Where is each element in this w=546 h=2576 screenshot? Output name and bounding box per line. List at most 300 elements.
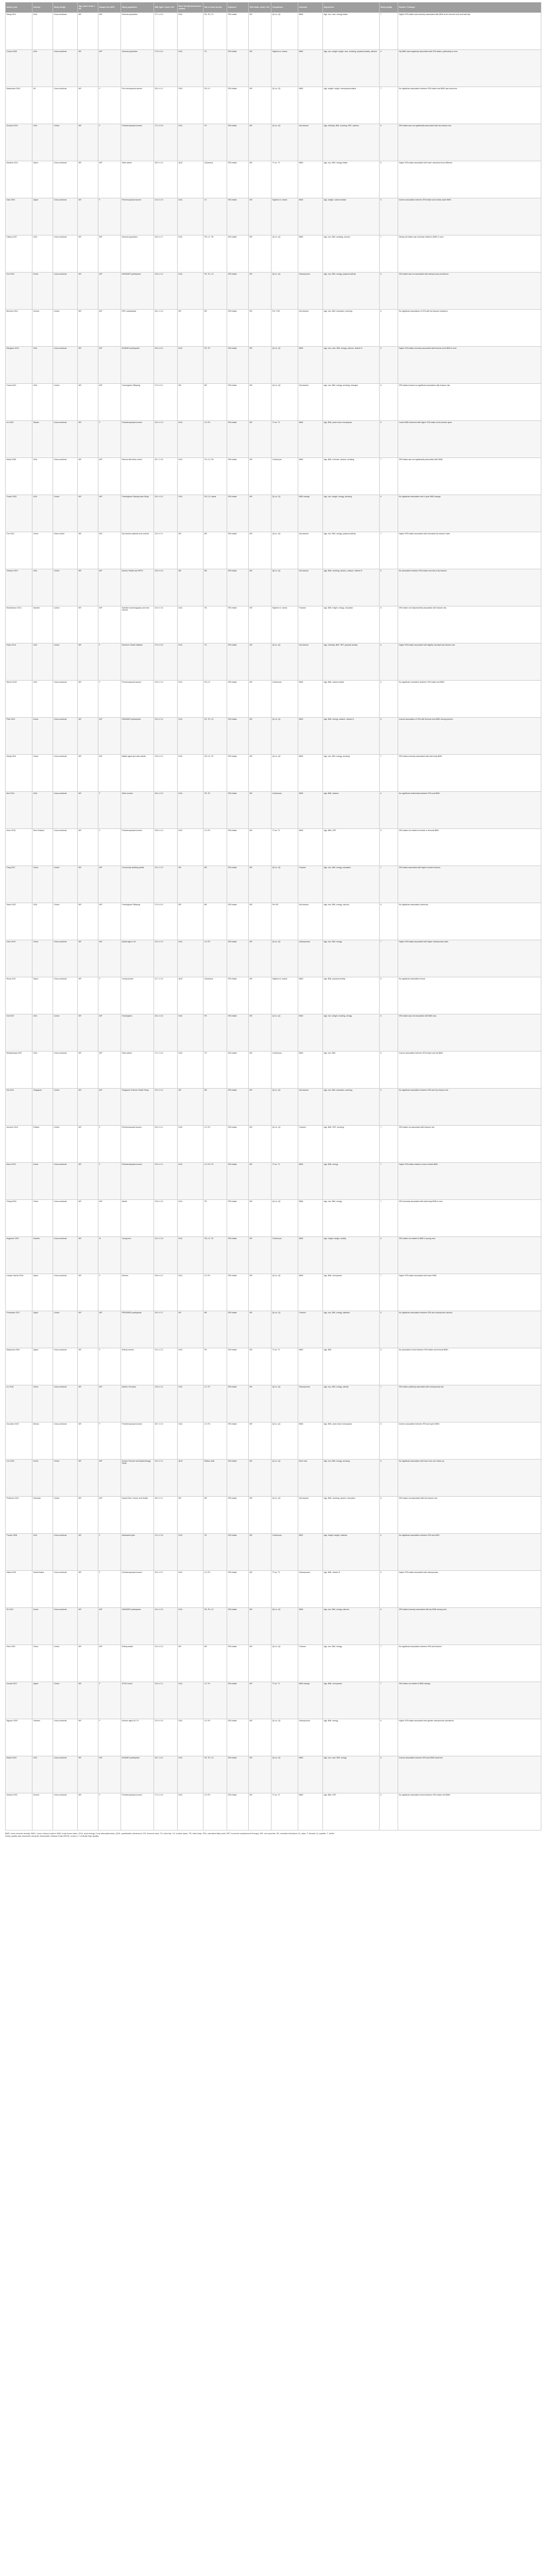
table-cell: Zalloua 2007: [6, 235, 32, 273]
table-cell: 23.2 ± 2.8: [154, 1237, 178, 1274]
table-cell: NR: [78, 977, 98, 1014]
table-cell: Alissa 2015: [6, 1571, 32, 1608]
table-cell: No association found between SFA intake and femoral BMD.: [398, 1348, 541, 1385]
table-row: [6, 792, 541, 829]
table-cell: 27.8 ± 5.0: [154, 903, 178, 940]
table-cell: NR: [249, 310, 271, 347]
table-cell: Dietary fat intake was inversely related to BMD in men.: [398, 235, 541, 273]
table-cell: TB, LS, TH: [203, 1237, 227, 1274]
header-row: [6, 3, 541, 13]
table-cell: 8: [380, 124, 398, 161]
table-cell: Inverse association between SFA intake and lumbar spine BMD.: [398, 198, 541, 235]
table-cell: Spain: [32, 161, 53, 198]
table-cell: Age, weight, calcium intake: [323, 198, 380, 235]
table-cell: M/F: [98, 495, 121, 532]
table-cell: 27.8 ± 5.4: [154, 50, 178, 87]
table-cell: Sahni 2013: [6, 903, 32, 940]
table-cell: Cohort: [53, 606, 78, 643]
table-cell: SFA intake: [227, 458, 249, 495]
table-cell: 6: [380, 977, 398, 1014]
table-cell: Cohort: [53, 1126, 78, 1163]
table-cell: 27.9 ± 5.1: [154, 384, 178, 421]
table-cell: USA: [32, 643, 53, 681]
table-cell: SFA intake: [227, 1274, 249, 1311]
table-cell: SFA intake: [227, 1534, 249, 1571]
table-cell: Age, height, weight, maturity: [323, 1534, 380, 1571]
table-cell: NR: [249, 1608, 271, 1645]
table-row: [6, 1089, 541, 1126]
table-cell: NR: [249, 235, 271, 273]
table-cell: SFA intake: [227, 1089, 249, 1126]
table-cell: LS, TH: [203, 1385, 227, 1422]
table-cell: Cohort: [53, 1645, 78, 1682]
table-cell: NR: [249, 1311, 271, 1348]
table-cell: NR: [78, 1497, 98, 1534]
table-row: [6, 903, 541, 940]
table-cell: No significant association with 4-year BMD change.: [398, 495, 541, 532]
table-cell: NR: [78, 532, 98, 569]
table-cell: NR: [203, 310, 227, 347]
table-row: [6, 421, 541, 458]
table-row: [6, 347, 541, 384]
table-cell: NR: [249, 1089, 271, 1126]
table-row: [6, 273, 541, 310]
table-cell: Q4 vs. Q1: [271, 347, 298, 384]
table-cell: 6: [380, 792, 398, 829]
table-cell: Age, BMI: [323, 1348, 380, 1385]
table-cell: 7: [380, 940, 398, 977]
table-cell: NHANES participants: [121, 347, 154, 384]
table-cell: T3 vs. T1: [271, 1571, 298, 1608]
table-cell: Adults: [121, 1200, 154, 1237]
table-cell: Cross-sectional: [53, 13, 78, 50]
table-cell: BMD: [298, 1756, 323, 1793]
table-row: [6, 1052, 541, 1089]
table-cell: DXA: [178, 718, 203, 755]
table-cell: T3 vs. T1: [271, 1163, 298, 1200]
table-cell: BMD: [298, 87, 323, 124]
table-cell: Osteoporosis: [298, 1719, 323, 1756]
table-cell: F: [98, 977, 121, 1014]
table-cell: NR: [178, 866, 203, 903]
table-cell: Hip fracture: [298, 643, 323, 681]
table-cell: FN, TH, LS: [203, 718, 227, 755]
table-cell: Cross-sectional: [53, 1422, 78, 1460]
table-cell: Saudi Arabia: [32, 1571, 53, 1608]
table-cell: No significant association observed.: [398, 903, 541, 940]
table-cell: M/F: [98, 1200, 121, 1237]
table-cell: NR: [78, 273, 98, 310]
table-cell: 24.0 ± 3.3: [154, 940, 178, 977]
table-cell: USA: [32, 384, 53, 421]
table-cell: SFA intake was not significantly associated with hip fracture risk.: [398, 124, 541, 161]
table-cell: Postmenopausal women: [121, 1422, 154, 1460]
column-header: Results / Findings: [398, 3, 541, 13]
table-cell: BMD: [298, 161, 323, 198]
table-row: [6, 1200, 541, 1237]
table-cell: NR: [78, 1534, 98, 1571]
table-cell: Lee 2020: [6, 1460, 32, 1497]
table-cell: Orchard 2010: [6, 124, 32, 161]
table-cell: 21.3 ± 3.6: [154, 1534, 178, 1571]
table-cell: Q4 vs. Q1: [271, 87, 298, 124]
table-cell: USA: [32, 1756, 53, 1793]
table-cell: 26.2 ± 4.1: [154, 1126, 178, 1163]
table-cell: 6: [380, 829, 398, 866]
table-cell: FN, TH, LS: [203, 1756, 227, 1793]
table-cell: NR: [78, 792, 98, 829]
table-cell: 8: [380, 495, 398, 532]
table-cell: Framingham: [121, 1014, 154, 1052]
table-cell: Greece: [32, 1793, 53, 1831]
table-cell: M/F: [98, 161, 121, 198]
table-cell: SFA inversely associated with total body BMD in men.: [398, 1200, 541, 1237]
table-cell: Higher SFA intake related to lower lumbar BMD.: [398, 1163, 541, 1200]
table-cell: NR: [249, 1793, 271, 1831]
table-cell: TB: [203, 1200, 227, 1237]
table-cell: NR: [78, 235, 98, 273]
table-cell: USA: [32, 1014, 53, 1052]
column-header: Adjustment: [323, 3, 380, 13]
table-cell: NR: [249, 347, 271, 384]
table-cell: SFA intake showed no significant association with fracture risk.: [398, 384, 541, 421]
table-cell: DXA: [178, 940, 203, 977]
table-cell: Cohort: [53, 124, 78, 161]
table-cell: Q4 vs. Q1: [271, 866, 298, 903]
table-cell: NR: [249, 681, 271, 718]
table-cell: TH: [203, 124, 227, 161]
table-cell: Korea: [32, 1163, 53, 1200]
table-cell: SFA intake positively associated with osteoporosis risk.: [398, 1385, 541, 1422]
table-cell: M/F: [98, 458, 121, 495]
table-cell: Q4 vs. Q1: [271, 1608, 298, 1645]
table-cell: DXA: [178, 87, 203, 124]
table-cell: DXA: [178, 643, 203, 681]
table-cell: M/F: [98, 310, 121, 347]
table-row: [6, 1534, 541, 1571]
table-cell: Age, BMI, energy: [323, 1163, 380, 1200]
table-cell: Age, sex, race, BMI, energy: [323, 1756, 380, 1793]
table-cell: Cohort: [53, 384, 78, 421]
table-cell: Q4 vs. Q1: [271, 643, 298, 681]
table-cell: Q4 vs. Q1: [271, 1014, 298, 1052]
table-cell: Japan: [32, 198, 53, 235]
table-cell: 6: [380, 421, 398, 458]
table-cell: Nieves 2015: [6, 681, 32, 718]
table-cell: SFA intake inversely associated with total body BMD.: [398, 755, 541, 792]
table-cell: Per 1 SD: [271, 310, 298, 347]
table-cell: Q4 vs. Q1: [271, 384, 298, 421]
table-cell: NR: [249, 718, 271, 755]
table-cell: USA: [32, 1052, 53, 1089]
table-row: [6, 1237, 541, 1274]
table-cell: NR: [78, 1311, 98, 1348]
table-cell: NR: [203, 532, 227, 569]
table-cell: 23.0 ± 3.2: [154, 1089, 178, 1126]
table-cell: M/F: [98, 347, 121, 384]
table-cell: NR: [249, 13, 271, 50]
table-cell: NR: [249, 1237, 271, 1274]
table-cell: NR: [78, 1422, 98, 1460]
table-cell: M/F: [98, 1052, 121, 1089]
table-cell: Q4 vs. Q1: [271, 1719, 298, 1756]
table-cell: Age, BMI, years since menopause: [323, 421, 380, 458]
table-cell: BMD: [298, 681, 323, 718]
table-cell: Cross-sectional: [53, 161, 78, 198]
table-cell: Inverse association between SFA and spine BMD.: [398, 1422, 541, 1460]
table-body: [6, 13, 541, 1831]
table-cell: Fracture: [298, 1645, 323, 1682]
table-cell: SFA intake: [227, 903, 249, 940]
table-cell: SFA intake: [227, 161, 249, 198]
table-cell: Age, sex, BMI, energy: [323, 1645, 380, 1682]
table-row: [6, 1756, 541, 1793]
table-cell: Ilich 2014: [6, 792, 32, 829]
table-cell: SFA intake: [227, 755, 249, 792]
table-cell: NR: [78, 1274, 98, 1311]
table-cell: Gunn 2015: [6, 829, 32, 866]
table-cell: Korea: [32, 273, 53, 310]
table-cell: F: [98, 643, 121, 681]
table-cell: DXA: [178, 681, 203, 718]
table-cell: Liu 2018: [6, 1385, 32, 1422]
table-cell: DXA: [178, 1534, 203, 1571]
table-cell: KNHANES participants: [121, 1608, 154, 1645]
table-cell: 7: [380, 1274, 398, 1311]
table-cell: BMD: [298, 347, 323, 384]
table-cell: Age, BMI, physical activity: [323, 977, 380, 1014]
table-cell: NR: [249, 1571, 271, 1608]
table-cell: SFA intake not related to BMD change.: [398, 1682, 541, 1719]
table-row: [6, 1608, 541, 1645]
table-cell: Postmenopausal women: [121, 421, 154, 458]
table-cell: FN, LS, radius: [203, 495, 227, 532]
table-cell: NR: [78, 310, 98, 347]
table-cell: NR: [78, 643, 98, 681]
table-cell: F: [98, 1719, 121, 1756]
table-cell: 6: [380, 1348, 398, 1385]
table-cell: F: [98, 198, 121, 235]
table-cell: Osteoporosis: [298, 1385, 323, 1422]
table-cell: DXA: [178, 1682, 203, 1719]
table-cell: NR: [249, 1348, 271, 1385]
table-cell: Singapore: [32, 1089, 53, 1126]
table-cell: Cross-sectional: [53, 1756, 78, 1793]
table-cell: No significant association found between SFA intake and BMD.: [398, 1793, 541, 1831]
table-row: [6, 124, 541, 161]
table-cell: Age, BMI, HRT: [323, 1793, 380, 1831]
table-cell: 24.9 ± 3.5: [154, 606, 178, 643]
table-cell: Age, sex, BMI, energy, activity: [323, 1385, 380, 1422]
table-cell: Korea: [32, 718, 53, 755]
table-row: [6, 829, 541, 866]
table-cell: Peri-menopausal women: [121, 87, 154, 124]
table-cell: T3 vs. T1: [271, 1682, 298, 1719]
table-cell: 24.3 ± 3.1: [154, 1460, 178, 1497]
table-cell: BMD: [298, 1163, 323, 1200]
table-cell: 27.4 ± 4.6: [154, 1793, 178, 1831]
table-cell: LS, FN: [203, 421, 227, 458]
table-cell: NR: [78, 1793, 98, 1831]
table-cell: Fan 2013: [6, 532, 32, 569]
table-cell: Cohort: [53, 310, 78, 347]
table-cell: Singapore Chinese Health Study: [121, 1089, 154, 1126]
table-cell: NR: [249, 903, 271, 940]
table-cell: 7: [380, 532, 398, 569]
table-cell: Finland: [32, 1126, 53, 1163]
table-cell: BMD: [298, 13, 323, 50]
table-cell: Cohort: [53, 1682, 78, 1719]
table-cell: Highest vs. lowest: [271, 50, 298, 87]
table-cell: 23.6 ± 3.0: [154, 681, 178, 718]
table-cell: Korea: [32, 1460, 53, 1497]
table-cell: TH, LS, FN: [203, 458, 227, 495]
table-cell: BMD: [298, 1793, 323, 1831]
table-cell: FN, LS, TB: [203, 235, 227, 273]
table-cell: LS, FN, TH: [203, 1163, 227, 1200]
table-cell: DXA: [178, 1422, 203, 1460]
table-cell: NR: [249, 421, 271, 458]
table-cell: M/F: [98, 903, 121, 940]
table-cell: NR: [249, 1126, 271, 1163]
table-cell: NR: [249, 940, 271, 977]
table-cell: 26.5 ± 4.7: [154, 235, 178, 273]
table-cell: Continuous: [271, 458, 298, 495]
table-cell: Framingham Offspring: [121, 903, 154, 940]
table-cell: Inverse association between SFA intake and hip BMD.: [398, 1052, 541, 1089]
table-cell: SFA intake: [227, 718, 249, 755]
table-cell: DXA: [178, 1014, 203, 1052]
table-cell: Zhang 2016: [6, 1200, 32, 1237]
table-cell: NR: [78, 1126, 98, 1163]
table-cell: NR: [178, 1645, 203, 1682]
table-cell: NR: [249, 273, 271, 310]
table-cell: Park 2016: [6, 718, 32, 755]
table-cell: Elderly adults: [121, 1645, 154, 1682]
table-cell: 6: [380, 1534, 398, 1571]
table-cell: 22.9 ± 3.0: [154, 1719, 178, 1756]
table-cell: Nguyen 2020: [6, 1719, 32, 1756]
table-cell: Cross-sectional: [53, 1274, 78, 1311]
table-cell: Age, BMI, calcium intake: [323, 681, 380, 718]
column-header: Sample size (M/F): [98, 3, 121, 13]
table-cell: DXA: [178, 13, 203, 50]
table-cell: Kim 2015: [6, 273, 32, 310]
table-row: [6, 310, 541, 347]
table-cell: SFA intake: [227, 940, 249, 977]
table-cell: Q4 vs. Q1: [271, 124, 298, 161]
table-cell: KNHANES participants: [121, 718, 154, 755]
table-cell: T3 vs. T1: [271, 829, 298, 866]
table-cell: 8: [380, 903, 398, 940]
table-cell: NR: [78, 1608, 98, 1645]
table-cell: F: [98, 1274, 121, 1311]
table-cell: Q4 vs. Q1: [271, 532, 298, 569]
table-cell: 23.9 ± 3.1: [154, 1163, 178, 1200]
table-cell: F: [98, 1571, 121, 1608]
column-header: Bone density assessment method: [178, 3, 203, 13]
table-cell: General population: [121, 50, 154, 87]
table-cell: Higher SFA intake associated with higher osteoporosis odds.: [398, 940, 541, 977]
table-cell: Age, BMI, calcium: [323, 792, 380, 829]
table-cell: Q4 vs. Q1: [271, 718, 298, 755]
table-cell: SFA intake inversely associated with hip BMD among men.: [398, 1608, 541, 1645]
table-cell: NR: [78, 198, 98, 235]
table-cell: Higher SFA intake associated with slightly increased hip fracture risk.: [398, 643, 541, 681]
table-cell: BMD: [298, 1237, 323, 1274]
table-cell: NR: [249, 1385, 271, 1422]
table-cell: NR: [249, 1534, 271, 1571]
table-cell: 23.2 ± 3.0: [154, 1645, 178, 1682]
table-cell: BMD: [298, 1608, 323, 1645]
table-cell: Hip fracture: [298, 124, 323, 161]
table-cell: Cohort: [53, 1497, 78, 1534]
table-cell: M/F: [98, 569, 121, 606]
table-cell: SFA intake: [227, 1682, 249, 1719]
table-cell: SFA intake: [227, 87, 249, 124]
table-cell: Q4 vs. Q1: [271, 1756, 298, 1793]
table-cell: Age, sex, race, BMI, energy, calcium, vitamin D: [323, 347, 380, 384]
table-cell: 6: [380, 1422, 398, 1460]
table-cell: USA: [32, 124, 53, 161]
table-cell: Cross-sectional: [53, 1237, 78, 1274]
table-cell: 7: [380, 1385, 398, 1422]
table-cell: 28.4 ± 5.3: [154, 792, 178, 829]
table-cell: Cross-sectional: [53, 1052, 78, 1089]
table-cell: NR: [249, 606, 271, 643]
table-cell: DXA: [178, 1756, 203, 1793]
table-cell: SFA intake: [227, 347, 249, 384]
table-cell: Age, sex, BMI: [323, 1052, 380, 1089]
table-cell: Hip fracture: [298, 1497, 323, 1534]
column-header: Exposure: [227, 3, 249, 13]
table-cell: F: [98, 87, 121, 124]
table-cell: 23.9 ± 3.4: [154, 718, 178, 755]
table-cell: Greece: [32, 310, 53, 347]
table-cell: China: [32, 532, 53, 569]
table-cell: 27.2 ± 4.8: [154, 1052, 178, 1089]
table-cell: SFA intake: [227, 1014, 249, 1052]
table-cell: Macdonald 2004: [6, 87, 32, 124]
table-cell: Mazidi 2018: [6, 1756, 32, 1793]
table-cell: Spain: [32, 1274, 53, 1311]
table-cell: M/F: [98, 1460, 121, 1497]
table-cell: M: [98, 1237, 121, 1274]
table-cell: 6: [380, 1052, 398, 1089]
table-cell: Age, BMI, HRT: [323, 829, 380, 866]
table-cell: Virtanen 2012: [6, 569, 32, 606]
table-cell: Cohort: [53, 569, 78, 606]
table-cell: DXA: [178, 606, 203, 643]
table-cell: 28.9 ± 4.3: [154, 161, 178, 198]
table-cell: 8: [380, 1311, 398, 1348]
table-cell: Korea: [32, 1608, 53, 1645]
table-cell: FN, LS: [203, 87, 227, 124]
table-cell: F: [98, 829, 121, 866]
table-cell: Q4 vs. Q1: [271, 1422, 298, 1460]
table-cell: Cross-sectional: [53, 1348, 78, 1385]
table-cell: TB: [203, 1534, 227, 1571]
footnote-abbreviations: BMD, bone mineral density; BMC, bone mineral content; BMI, body mass index; DXA, dual-energy X-ray absorptiometry; QUS, quantitative ultrasound; FN, femoral neck; TH, total hip; LS, lumbar spine; TB, total body; SFA, saturated fatty acid; HRT, hormone replacement therapy; NR, not reported; SD, standard deviation; M, male; F, female; Q, quartile; T, tertile.: [5, 1832, 335, 1835]
table-cell: DXA: [178, 235, 203, 273]
table-cell: LS, FN: [203, 1571, 227, 1608]
table-cell: Michaelsson 2014: [6, 606, 32, 643]
table-cell: Q5 vs. Q1: [271, 569, 298, 606]
table-cell: 29.3 ± 3.7: [154, 1311, 178, 1348]
table-cell: Cross-sectional: [53, 1385, 78, 1422]
table-cell: Cohort: [53, 643, 78, 681]
table-cell: Lin 2003: [6, 421, 32, 458]
